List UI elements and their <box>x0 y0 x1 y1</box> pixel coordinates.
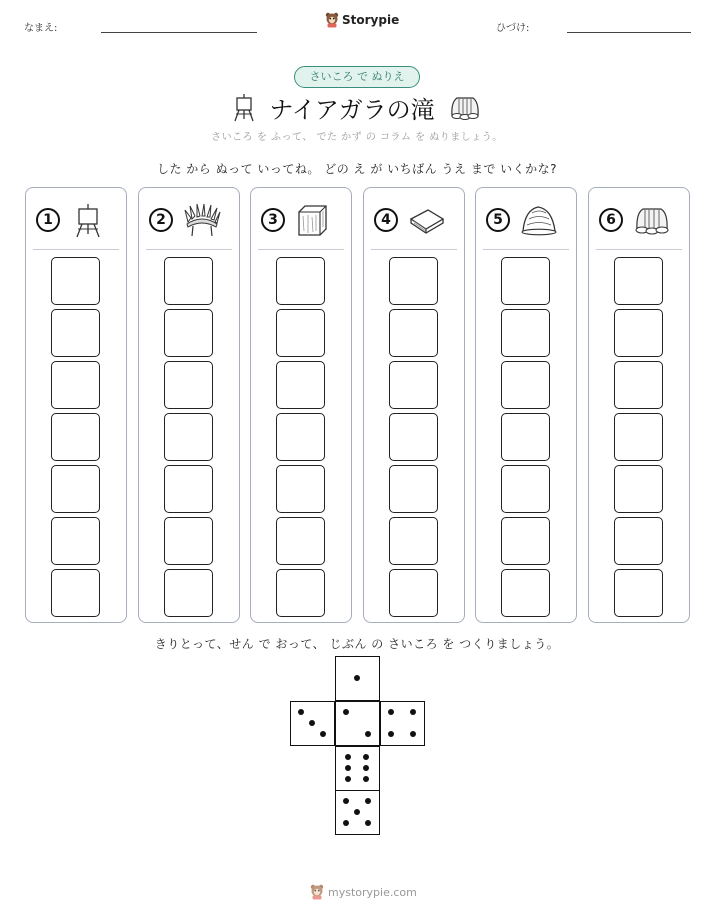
color-cell <box>389 361 438 409</box>
dice-dot <box>354 675 360 681</box>
color-cell <box>51 309 100 357</box>
dice-dot <box>365 731 371 737</box>
color-cell <box>51 413 100 461</box>
color-cell <box>614 413 663 461</box>
dice-dot <box>410 709 416 715</box>
color-cell <box>501 413 550 461</box>
column-4 <box>363 187 465 623</box>
column-header <box>261 202 345 238</box>
color-cell <box>276 361 325 409</box>
rock-block-icon <box>295 203 329 237</box>
dice-dot <box>354 809 360 815</box>
subtitle: さいころ を ふって、 でた かず の コラム を ぬりましょう。 <box>211 132 503 143</box>
color-cell <box>501 257 550 305</box>
dice-dot <box>343 709 349 715</box>
color-cell <box>614 517 663 565</box>
color-cell <box>276 517 325 565</box>
color-cell <box>164 309 213 357</box>
column-5 <box>475 187 577 623</box>
date-line <box>567 32 691 33</box>
dice-face-4 <box>380 701 425 746</box>
footer <box>310 884 417 900</box>
color-cell <box>51 257 100 305</box>
dice-dot <box>363 754 369 760</box>
footer-url: mystorypie.com <box>328 885 417 899</box>
dice-dot <box>410 731 416 737</box>
dice-dot <box>345 765 351 771</box>
color-cell <box>164 361 213 409</box>
color-cell <box>501 465 550 513</box>
name-label: なまえ: <box>24 23 58 34</box>
color-cell <box>614 257 663 305</box>
color-cell <box>276 413 325 461</box>
column-header <box>36 202 120 238</box>
headdress-icon <box>183 202 221 238</box>
color-cell <box>389 465 438 513</box>
column-2 <box>138 187 240 623</box>
column-divider <box>146 249 232 250</box>
dice-face-1 <box>335 656 380 701</box>
easel-icon <box>233 92 255 122</box>
column-number: 5 <box>486 208 510 232</box>
color-cell <box>164 257 213 305</box>
dice-dot <box>343 798 349 804</box>
dice-face-3 <box>290 701 335 746</box>
color-cell <box>614 569 663 617</box>
color-cell <box>501 517 550 565</box>
column-divider <box>258 249 344 250</box>
dice-dot <box>345 776 351 782</box>
instruction-text: した から ぬって いってね。 どの え が いちばん うえ まで いくかな? <box>156 162 558 176</box>
color-cell <box>164 517 213 565</box>
column-3 <box>250 187 352 623</box>
column-divider <box>371 249 457 250</box>
color-cell <box>501 309 550 357</box>
dice-dot <box>365 820 371 826</box>
storypie-mascot-icon <box>310 884 324 900</box>
activity-badge: さいころ で ぬりえ <box>294 66 420 88</box>
dice-dot <box>388 709 394 715</box>
column-header <box>486 202 570 238</box>
color-cell <box>276 465 325 513</box>
color-cell <box>389 413 438 461</box>
dice-dot <box>345 754 351 760</box>
color-cell <box>501 569 550 617</box>
mound-icon <box>520 204 558 236</box>
dice-dot <box>388 731 394 737</box>
color-cell <box>501 361 550 409</box>
color-cell <box>164 569 213 617</box>
page-title: ナイアガラの滝 <box>269 95 435 124</box>
column-number: 4 <box>374 208 398 232</box>
color-cell <box>614 309 663 357</box>
storypie-mascot-icon <box>325 12 339 28</box>
waterfall-icon <box>633 204 671 236</box>
column-header <box>599 202 683 238</box>
column-header <box>374 202 458 238</box>
book-icon <box>408 205 446 235</box>
color-cell <box>51 465 100 513</box>
color-cell <box>389 569 438 617</box>
color-cell <box>164 413 213 461</box>
column-1 <box>25 187 127 623</box>
title-row <box>0 90 714 124</box>
brand-logo <box>325 12 399 28</box>
dice-dot <box>320 731 326 737</box>
dice-face-2 <box>335 701 380 746</box>
color-cell <box>389 309 438 357</box>
column-header <box>149 202 233 238</box>
color-cell <box>276 569 325 617</box>
column-divider <box>33 249 119 250</box>
dice-dot <box>363 765 369 771</box>
dice-dot <box>363 776 369 782</box>
color-cell <box>276 257 325 305</box>
cut-instruction: きりとって、せん で おって、 じぶん の さいころ を つくりましょう。 <box>154 637 560 651</box>
dice-dot <box>309 720 315 726</box>
column-number: 1 <box>36 208 60 232</box>
color-cell <box>164 465 213 513</box>
column-divider <box>596 249 682 250</box>
color-cell <box>614 361 663 409</box>
color-cell <box>389 257 438 305</box>
waterfall-icon <box>449 94 481 120</box>
color-cell <box>389 517 438 565</box>
column-number: 3 <box>261 208 285 232</box>
dice-dot <box>365 798 371 804</box>
name-line <box>101 32 257 33</box>
color-cell <box>51 517 100 565</box>
column-number: 6 <box>599 208 623 232</box>
color-cell <box>51 361 100 409</box>
color-cell <box>276 309 325 357</box>
column-number: 2 <box>149 208 173 232</box>
dice-face-6 <box>335 746 380 791</box>
dice-dot <box>343 820 349 826</box>
brand-name: Storypie <box>342 13 400 27</box>
column-6 <box>588 187 690 623</box>
easel-icon <box>70 202 106 238</box>
column-divider <box>483 249 569 250</box>
dice-face-5 <box>335 790 380 835</box>
dice-dot <box>298 709 304 715</box>
color-cell <box>614 465 663 513</box>
color-cell <box>51 569 100 617</box>
date-label: ひづけ: <box>496 23 530 34</box>
